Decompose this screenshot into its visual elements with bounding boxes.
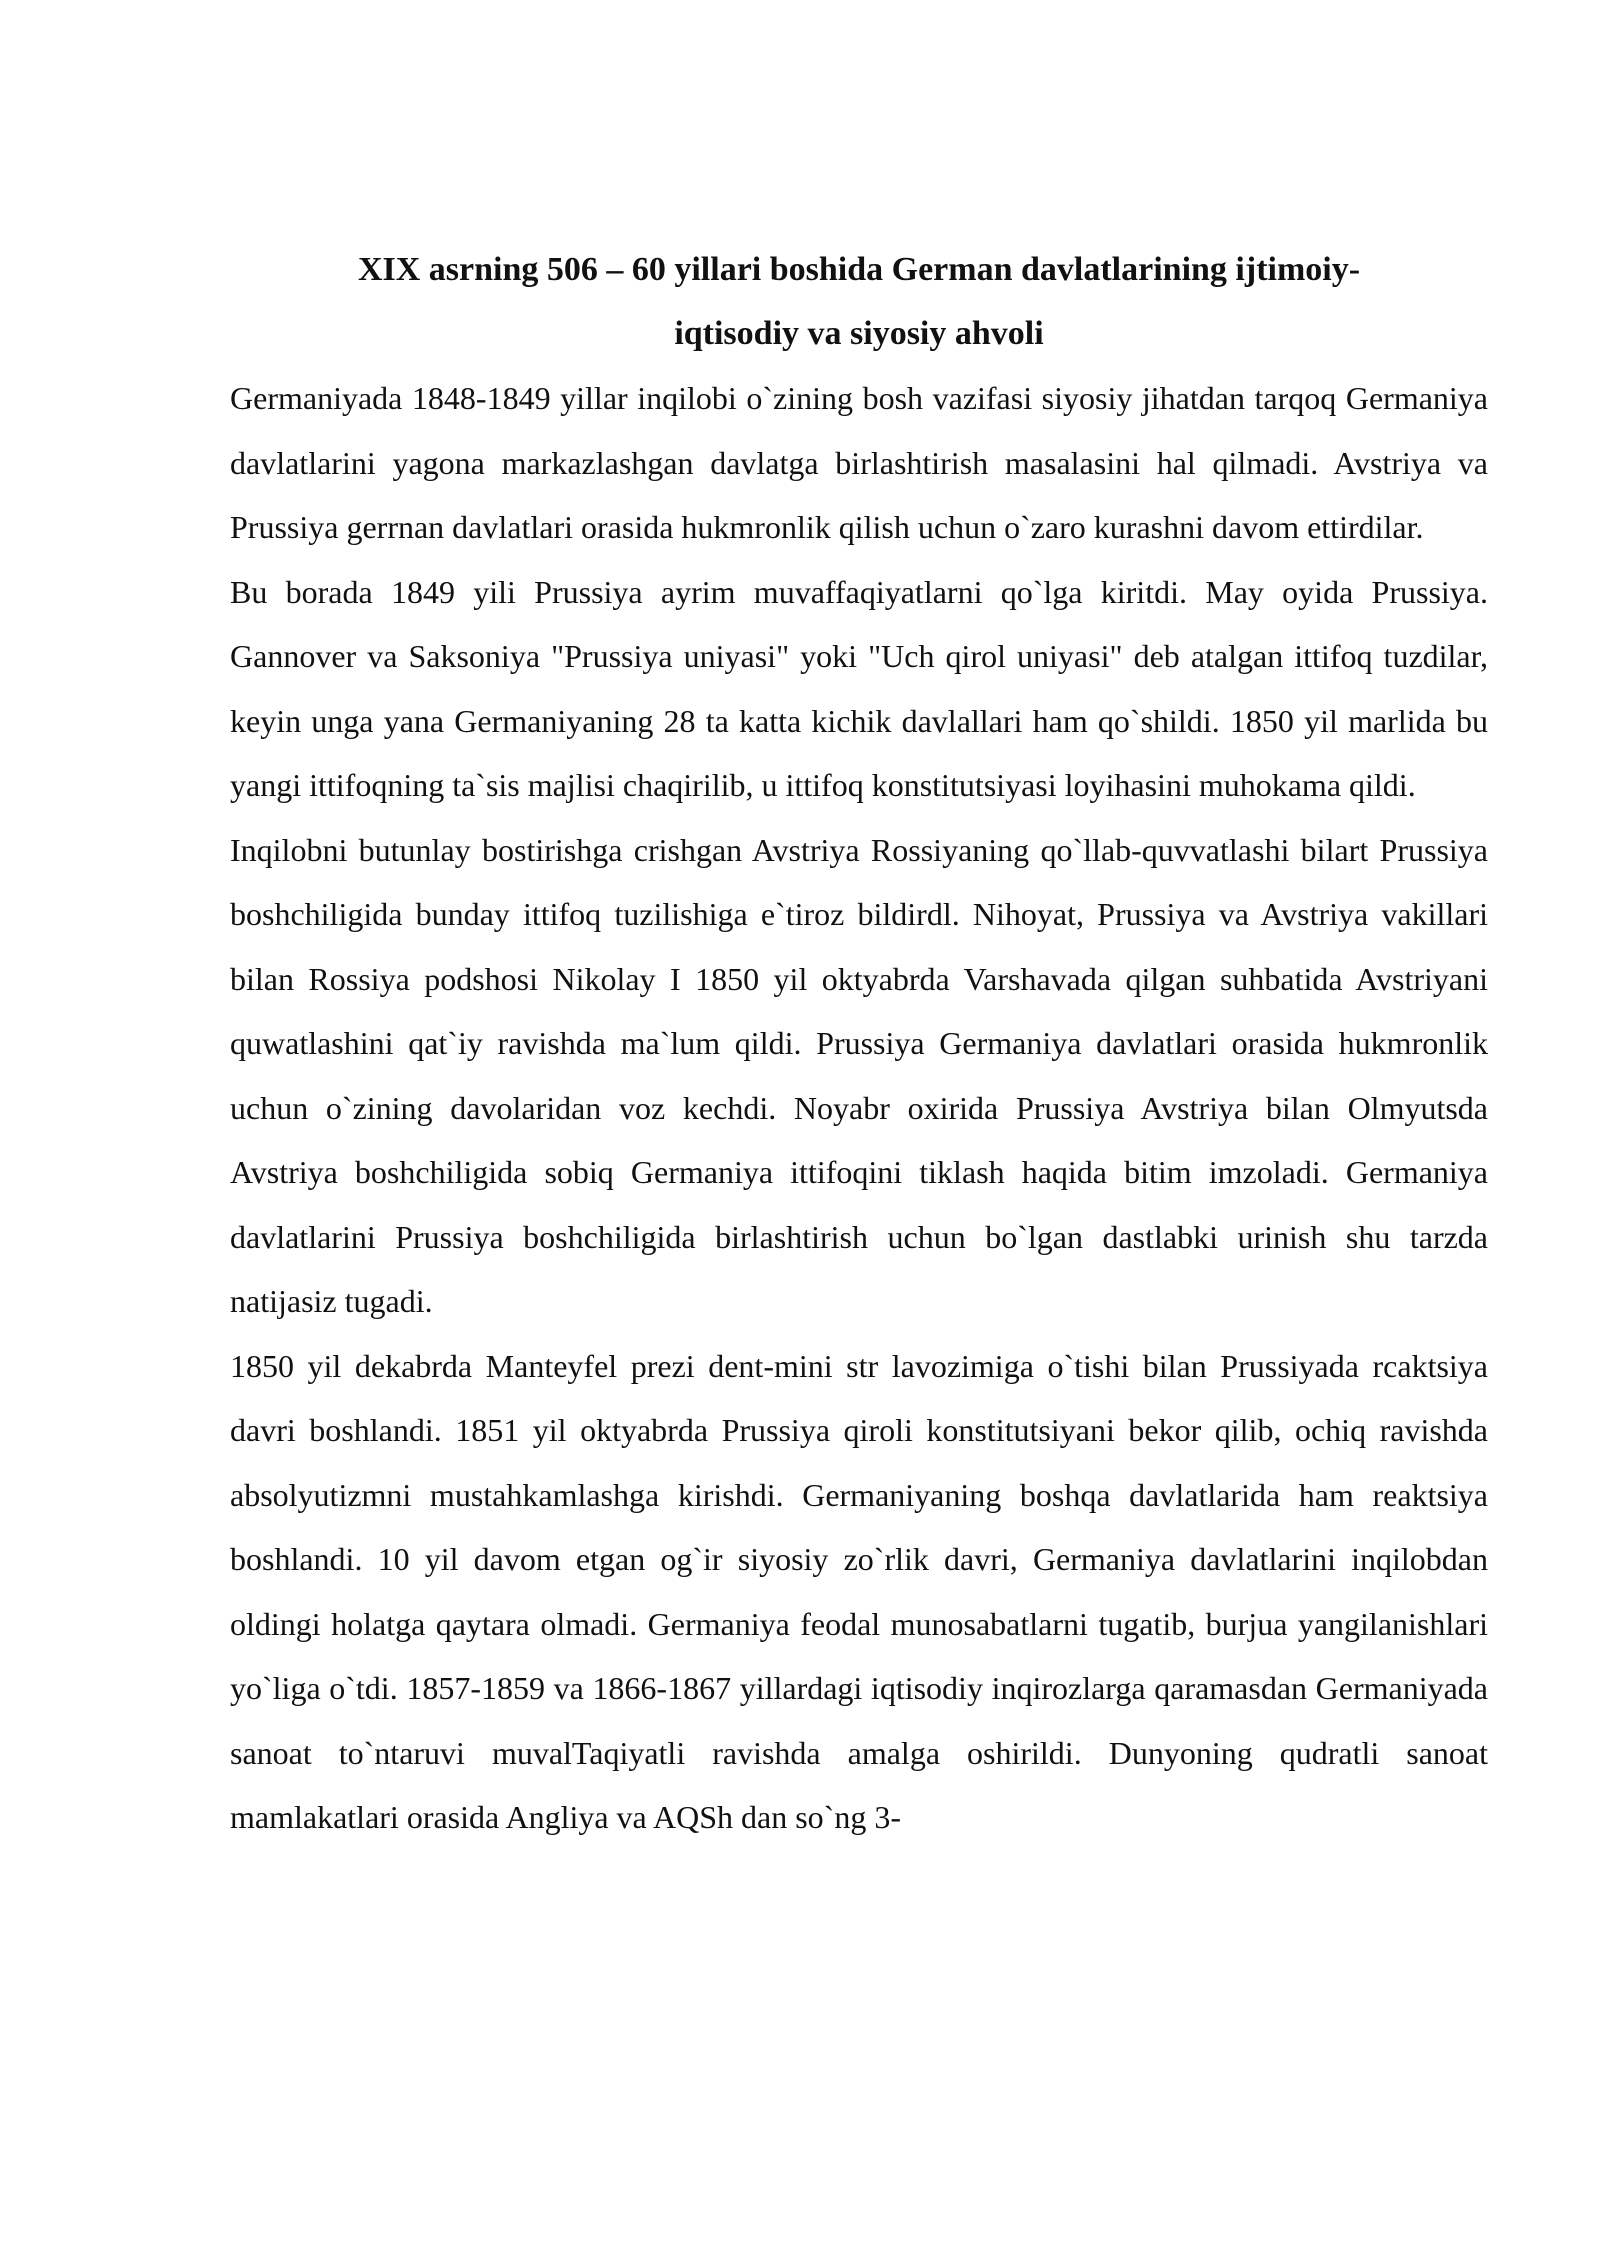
document-body <box>230 238 1488 1850</box>
paragraph-2: Bu borada 1849 yili Prussiya ayrim muvaffaqiyatlarni qo`lga kiritdi. May oyida Prussiya. Gannover va Saksoniya "Prussiya uniyasi" yoki "Uch qirol uniyasi" deb atalgan ittifoq tuzdilar, keyin unga yana Germaniyaning 28 ta katta kichik davlallari ham qo`shildi. 1850 yil marlida bu yangi ittifoqning ta`sis majlisi chaqirilib, u ittifoq konstitutsiyasi loyihasini muhokama qildi. <box>230 573 1488 803</box>
document-title <box>230 238 1488 366</box>
paragraph-3: Inqilobni butunlay bostirishga crishgan Avstriya Rossiyaning qo`llab-quvvatlashi bilart Prussiya boshchiligida bunday ittifoq tuzilishiga e`tiroz bildirdl. Nihoyat, Prussiya va Avstriya vakillari bilan Rossiya podshosi Nikolay I 1850 yil oktyabrda Varshavada qilgan suhbatida Avstriyani quwatlashini qat`iy ravishda ma`lum qildi. Prussiya Germaniya davlatlari orasida hukmronlik uchun o`zining davolaridan voz kechdi. Noyabr oxirida Prussiya Avstriya bilan Olmyutsda Avstriya boshchiligida sobiq Germaniya ittifoqini tiklash haqida bitim imzoladi. Germaniya davlatlarini Prussiya boshchiligida birlashtirish uchun bo`lgan dastlabki urinish shu tarzda natijasiz tugadi. <box>230 831 1488 1319</box>
title-line-1: XIX asrning 506 – 60 yillari boshida German davlatlarining ijtimoiy- <box>357 251 1361 288</box>
title-line-2: iqtisodiy va siyosiy ahvoli <box>674 315 1044 352</box>
paragraph-4: 1850 yil dekabrda Manteyfel prezi dent-mini str lavozimiga o`tishi bilan Prussiyada rcaktsiya davri boshlandi. 1851 yil oktyabrda Prussiya qiroli konstitutsiyani bekor qilib, ochiq ravishda absolyutizmni mustahkamlashga kirishdi. Germaniyaning boshqa davlatlarida ham reaktsiya boshlandi. 10 yil davom etgan og`ir siyosiy zo`rlik davri, Germaniya davlatlarini inqilobdan oldingi holatga qaytara olmadi. Germaniya feodal munosabatlarni tugatib, burjua yangilanishlari yo`liga o`tdi. 1857-1859 va 1866-1867 yillardagi iqtisodiy inqirozlarga qaramasdan Germaniyada sanoat to`ntaruvi muvalTaqiyatli ravishda amalga oshirildi. Dunyoning qudratli sanoat mamlakatlari orasida Angliya va AQSh dan so`ng 3- <box>230 1347 1488 1835</box>
paragraph-1: Germaniyada 1848-1849 yillar inqilobi o`zining bosh vazifasi siyosiy jihatdan tarqoq Germaniya davlatlarini yagona markazlashgan davlatga birlashtirish masalasini hal qilmadi. Avstriya va Prussiya gerrnan davlatlari orasida hukmronlik qilish uchun o`zaro kurashni davom ettirdilar. <box>230 380 1488 545</box>
